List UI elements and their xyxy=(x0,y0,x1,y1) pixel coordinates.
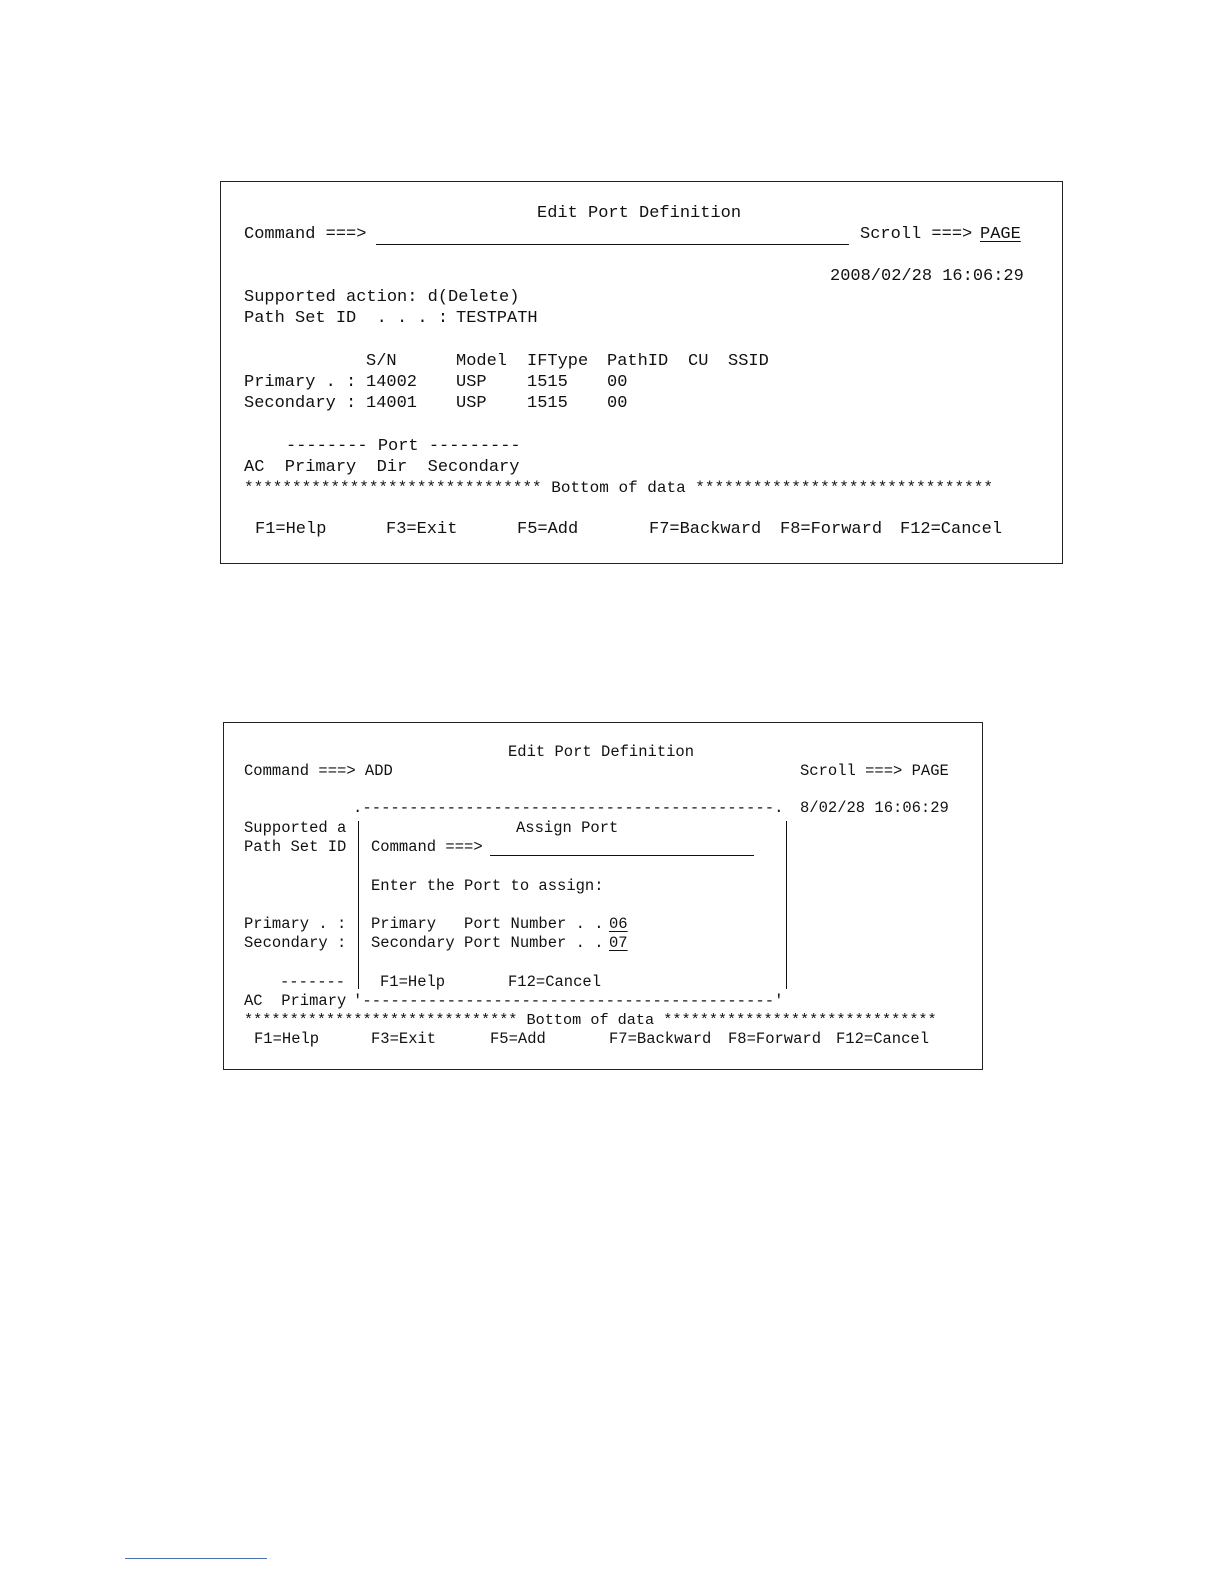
fkey-f5[interactable]: F5=Add xyxy=(517,520,579,539)
col-cu: CU xyxy=(688,352,709,371)
dialog-title: Assign Port xyxy=(516,819,619,837)
col-model: Model xyxy=(456,352,508,371)
port-header: -------- Port --------- xyxy=(286,437,521,456)
screen-title: Edit Port Definition xyxy=(537,204,742,223)
secondary-iftype: 1515 xyxy=(527,394,568,413)
footnote-separator xyxy=(125,1558,267,1559)
primary-label: Primary . : xyxy=(244,915,347,933)
dialog-left-border xyxy=(358,821,359,989)
secondary-sn: 14001 xyxy=(366,394,418,413)
fkey-f5[interactable]: F5=Add xyxy=(490,1030,546,1048)
timestamp: 8/02/28 16:06:29 xyxy=(800,799,949,817)
supported-action-partial: Supported a xyxy=(244,819,347,837)
primary-port-label: Primary Port Number . . xyxy=(371,915,604,933)
col-iftype: IFType xyxy=(527,352,589,371)
primary-sn: 14002 xyxy=(366,373,418,392)
primary-label: Primary . : xyxy=(244,373,357,392)
secondary-label: Secondary : xyxy=(244,934,347,952)
command-input[interactable] xyxy=(376,244,849,245)
dialog-bottom-border: '--------------------------------------------' xyxy=(353,992,784,1010)
dialog-prompt: Enter the Port to assign: xyxy=(371,877,604,895)
fkey-f3[interactable]: F3=Exit xyxy=(386,520,458,539)
screen-title: Edit Port Definition xyxy=(508,743,695,761)
dialog-command-input[interactable] xyxy=(490,855,754,856)
fkey-f7[interactable]: F7=Backward xyxy=(649,520,762,539)
col-pathid: PathID xyxy=(607,352,669,371)
fkey-f12[interactable]: F12=Cancel xyxy=(836,1030,930,1048)
ac-header-partial: AC Primary xyxy=(244,992,347,1010)
scroll-input[interactable]: PAGE xyxy=(980,225,1021,244)
command-line[interactable]: Command ===> ADD xyxy=(244,762,393,780)
supported-action: Supported action: d(Delete) xyxy=(244,288,520,307)
fkey-f8[interactable]: F8=Forward xyxy=(780,520,883,539)
port-header-partial: ------- xyxy=(280,973,346,991)
path-set-value: TESTPATH xyxy=(456,309,538,328)
secondary-label: Secondary : xyxy=(244,394,357,413)
bottom-of-data: ******************************* Bottom of data ******************************* xyxy=(244,479,993,497)
path-set-label-partial: Path Set ID xyxy=(244,838,347,856)
fkey-f1[interactable]: F1=Help xyxy=(255,520,327,539)
dialog-fkey-f12[interactable]: F12=Cancel xyxy=(508,973,602,991)
path-set-label: Path Set ID . . . : xyxy=(244,309,449,328)
scroll-line[interactable]: Scroll ===> PAGE xyxy=(800,762,949,780)
primary-port-input[interactable]: 06 xyxy=(609,915,628,933)
fkey-f8[interactable]: F8=Forward xyxy=(728,1030,822,1048)
fkey-f7[interactable]: F7=Backward xyxy=(609,1030,712,1048)
secondary-pathid: 00 xyxy=(607,394,628,413)
command-label: Command ===> xyxy=(244,225,367,244)
timestamp: 2008/02/28 16:06:29 xyxy=(830,267,1024,286)
dialog-right-border xyxy=(786,821,787,989)
edit-port-definition-screen xyxy=(220,181,1063,564)
secondary-model: USP xyxy=(456,394,487,413)
col-sn: S/N xyxy=(366,352,397,371)
bottom-of-data: ****************************** Bottom of data ****************************** xyxy=(244,1011,937,1029)
ac-header: AC Primary Dir Secondary xyxy=(244,458,520,477)
secondary-port-label: Secondary Port Number . . xyxy=(371,934,604,952)
secondary-port-input[interactable]: 07 xyxy=(609,934,628,952)
fkey-f3[interactable]: F3=Exit xyxy=(371,1030,437,1048)
dialog-fkey-f1[interactable]: F1=Help xyxy=(380,973,446,991)
col-ssid: SSID xyxy=(728,352,769,371)
dialog-top-border: .--------------------------------------------. xyxy=(353,799,784,817)
primary-model: USP xyxy=(456,373,487,392)
dialog-command-label: Command ===> xyxy=(371,838,483,856)
fkey-f1[interactable]: F1=Help xyxy=(254,1030,320,1048)
primary-iftype: 1515 xyxy=(527,373,568,392)
scroll-label: Scroll ===> xyxy=(860,225,973,244)
edit-port-definition-with-dialog xyxy=(223,722,983,1070)
fkey-f12[interactable]: F12=Cancel xyxy=(900,520,1003,539)
primary-pathid: 00 xyxy=(607,373,628,392)
